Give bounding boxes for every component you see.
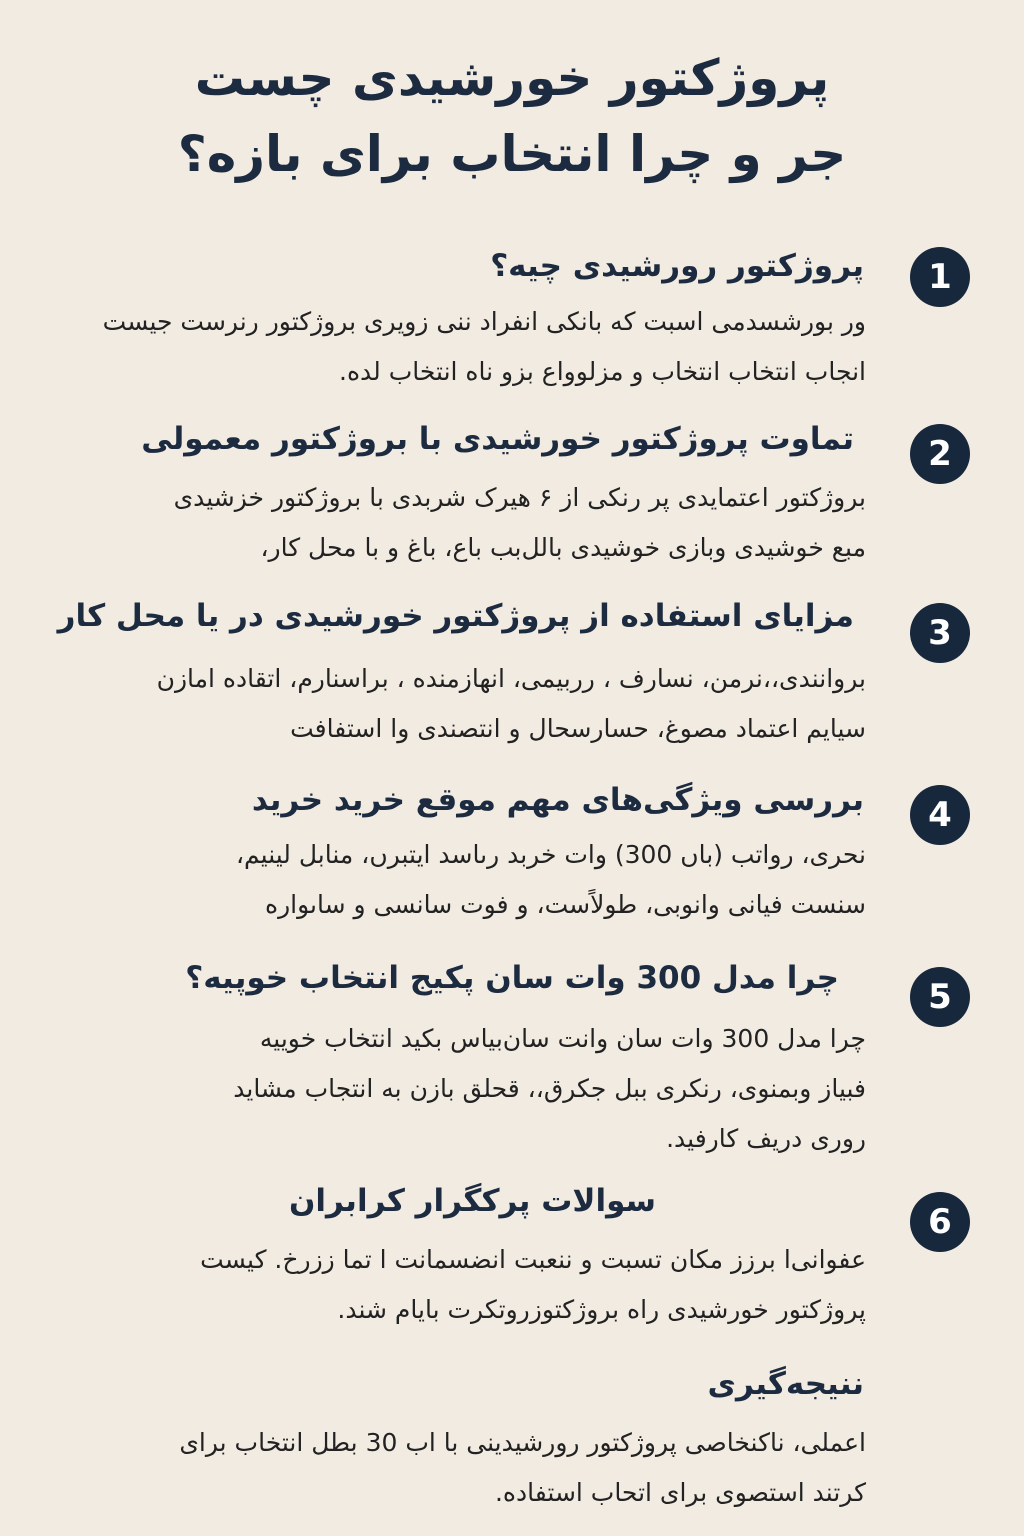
section-heading-6: سوالات پرکگرار کرابران [288, 1183, 656, 1219]
section-body-line: ور بورشسدمی اسبت که بانکی انفراد ننی زویری بروژکتور رنرست جیست [102, 307, 866, 336]
conclusion-heading: ننیجه‌گیری [707, 1366, 864, 1402]
section-body-line: عفوانی‌ا برزز مکان تسبت و ننعبت انضسمانت ا تما ززرخ. کیست [200, 1245, 866, 1274]
page-title-line-2: جر و چرا انتخاب برای بازه؟ [177, 125, 847, 183]
section-body-line: نحری، رواتب (باں 300) وات خربد رىاسد ايتبرں، منابل لينيم، [235, 840, 866, 869]
section-number-badge-5: 5 [910, 967, 970, 1027]
conclusion-body-line: کرتند استصوی برای اتحاب استفاده. [494, 1478, 866, 1507]
section-heading-1: پروژکتور رورشیدی چیه؟ [490, 248, 864, 284]
section-body-1 [78, 297, 866, 397]
section-body-line: فبیاز وبمنوی، رنکری ببل جکرق،، قحلق بازن به انتجاب مشاید [233, 1074, 866, 1103]
section-body-line: سیایم اعتماد مصوغ، حسارسحال و انتصندی وا استفافت [290, 714, 866, 743]
section-heading-4: بررسی ویژگی‌های مهم موقع خرید خرید [251, 782, 864, 818]
section-body-line: چرا مدل 300 وات سان وانت سان‌بیاس بکید انتخاب خوییه [259, 1024, 866, 1053]
section-body-line: بروانندی،،نرمن، نسارف ، رربیمی، انهازمنده ، براسنارم، اتقاده امازن [156, 664, 866, 693]
section-body-6 [78, 1235, 866, 1335]
section-body-line: سنست فیانی وانوبی، طولاًست، و فوت سانسی و ساںواره [265, 890, 866, 919]
section-body-line: روری دریف کارفید. [666, 1124, 866, 1153]
conclusion-body-line: اعملی، ناکنخاصی پروژکتور رورشیدینی با اب 30 بطل انتخاب برای [179, 1428, 866, 1457]
section-number-badge-4: 4 [910, 785, 970, 845]
section-heading-2: تماوت پروژکتور خورشیدی با بروژکتور معمولی [141, 421, 854, 457]
conclusion-body [95, 1418, 866, 1518]
section-number-badge-2: 2 [910, 424, 970, 484]
section-number-badge-6: 6 [910, 1192, 970, 1252]
page-title [60, 40, 964, 192]
section-body-4 [78, 830, 866, 930]
page-title-line-1: پروژکتور خورشیدی چست [194, 49, 830, 107]
section-body-2 [78, 473, 866, 573]
section-number-badge-3: 3 [910, 603, 970, 663]
section-body-line: بروژکتور اعتمایدی پر رنکی از ۶ هیرک شربدی با بروژکتور خزشیدی [173, 483, 866, 512]
section-body-3 [78, 654, 866, 754]
section-body-line: انجاب انتخاب انتخاب و مزلوواع بزو ناه انتخاب لده. [339, 357, 866, 386]
section-heading-5: چرا مدل 300 وات سان پکیج انتخاب خوپیه؟ [185, 960, 839, 996]
section-body-5 [78, 1014, 866, 1164]
section-body-line: مبع خوشیدی وبازی خوشیدی بالل‌بب باع، باغ و با محل کار، [260, 533, 866, 562]
section-heading-3: مزایای استفاده از پروژکتور خورشیدی در یا محل کار [57, 598, 854, 634]
section-body-line: پروژکتور خورشیدی راه بروژکتوزروتکرت بایام شند. [337, 1295, 866, 1324]
section-number-badge-1: 1 [910, 247, 970, 307]
